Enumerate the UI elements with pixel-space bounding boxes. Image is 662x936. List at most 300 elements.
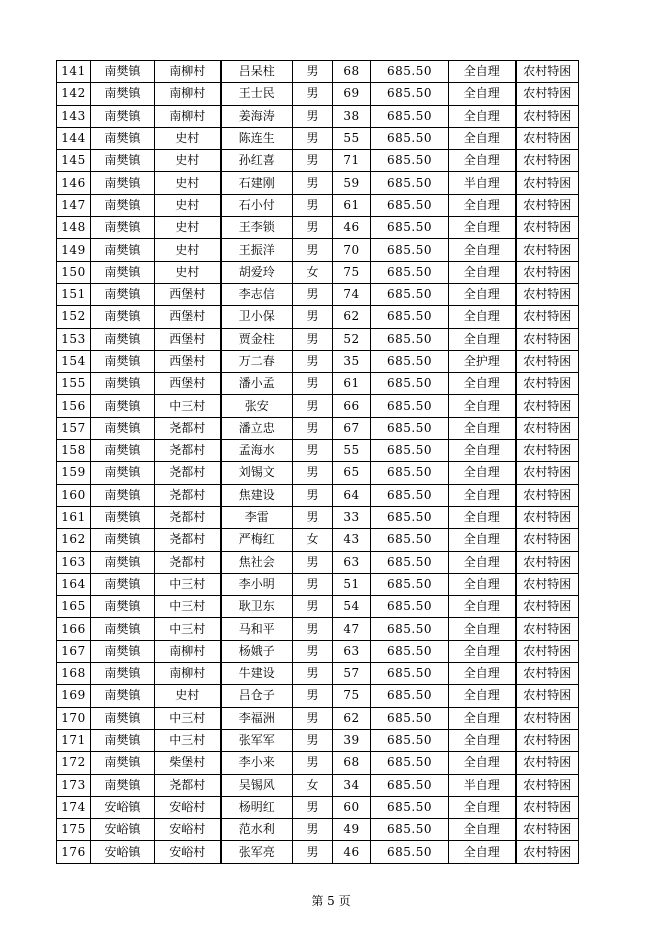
table-row <box>57 261 579 283</box>
cell-row-number: 157 <box>57 417 91 439</box>
cell-amount: 685.50 <box>371 105 449 127</box>
table-row <box>57 618 579 640</box>
cell-row-number: 163 <box>57 551 91 573</box>
table-row <box>57 729 579 751</box>
cell-gender: 男 <box>293 841 333 863</box>
cell-amount: 685.50 <box>371 484 449 506</box>
cell-village: 尧都村 <box>155 484 221 506</box>
cell-gender: 男 <box>293 707 333 729</box>
table-row <box>57 239 579 261</box>
cell-category: 农村特困 <box>516 529 579 551</box>
cell-row-number: 167 <box>57 640 91 662</box>
cell-row-number: 150 <box>57 261 91 283</box>
cell-person-name: 王李锁 <box>221 217 293 239</box>
cell-category: 农村特困 <box>516 484 579 506</box>
cell-age: 35 <box>333 350 371 372</box>
cell-row-number: 141 <box>57 61 91 83</box>
cell-gender: 男 <box>293 596 333 618</box>
cell-age: 68 <box>333 752 371 774</box>
cell-age: 64 <box>333 484 371 506</box>
cell-village: 史村 <box>155 172 221 194</box>
table-row <box>57 663 579 685</box>
cell-age: 55 <box>333 440 371 462</box>
cell-care-level: 全自理 <box>449 729 516 751</box>
cell-care-level: 全自理 <box>449 373 516 395</box>
cell-care-level: 全自理 <box>449 150 516 172</box>
cell-town: 南樊镇 <box>91 261 155 283</box>
cell-category: 农村特困 <box>516 596 579 618</box>
cell-town: 南樊镇 <box>91 306 155 328</box>
table-row <box>57 640 579 662</box>
cell-category: 农村特困 <box>516 685 579 707</box>
cell-row-number: 144 <box>57 127 91 149</box>
cell-care-level: 全自理 <box>449 819 516 841</box>
cell-amount: 685.50 <box>371 261 449 283</box>
cell-town: 南樊镇 <box>91 127 155 149</box>
cell-row-number: 172 <box>57 752 91 774</box>
cell-row-number: 155 <box>57 373 91 395</box>
cell-village: 南柳村 <box>155 640 221 662</box>
cell-category: 农村特困 <box>516 819 579 841</box>
cell-gender: 男 <box>293 127 333 149</box>
cell-town: 南樊镇 <box>91 596 155 618</box>
cell-category: 农村特困 <box>516 729 579 751</box>
cell-category: 农村特困 <box>516 395 579 417</box>
cell-gender: 男 <box>293 551 333 573</box>
cell-town: 南樊镇 <box>91 640 155 662</box>
cell-age: 46 <box>333 841 371 863</box>
cell-town: 南樊镇 <box>91 551 155 573</box>
cell-village: 中三村 <box>155 618 221 640</box>
cell-village: 中三村 <box>155 395 221 417</box>
cell-amount: 685.50 <box>371 573 449 595</box>
cell-gender: 男 <box>293 395 333 417</box>
cell-amount: 685.50 <box>371 707 449 729</box>
cell-gender: 男 <box>293 618 333 640</box>
table-row <box>57 573 579 595</box>
cell-age: 49 <box>333 819 371 841</box>
cell-person-name: 李雷 <box>221 506 293 528</box>
cell-category: 农村特困 <box>516 796 579 818</box>
cell-town: 南樊镇 <box>91 729 155 751</box>
cell-person-name: 陈连生 <box>221 127 293 149</box>
cell-amount: 685.50 <box>371 127 449 149</box>
cell-village: 南柳村 <box>155 663 221 685</box>
cell-person-name: 杨娥子 <box>221 640 293 662</box>
cell-category: 农村特困 <box>516 752 579 774</box>
cell-row-number: 146 <box>57 172 91 194</box>
cell-amount: 685.50 <box>371 194 449 216</box>
cell-amount: 685.50 <box>371 685 449 707</box>
cell-category: 农村特困 <box>516 440 579 462</box>
cell-person-name: 范水利 <box>221 819 293 841</box>
cell-amount: 685.50 <box>371 306 449 328</box>
cell-age: 66 <box>333 395 371 417</box>
cell-category: 农村特困 <box>516 417 579 439</box>
cell-village: 尧都村 <box>155 440 221 462</box>
cell-row-number: 147 <box>57 194 91 216</box>
cell-person-name: 贾金柱 <box>221 328 293 350</box>
cell-amount: 685.50 <box>371 61 449 83</box>
cell-person-name: 王振洋 <box>221 239 293 261</box>
cell-age: 68 <box>333 61 371 83</box>
cell-category: 农村特困 <box>516 506 579 528</box>
cell-age: 74 <box>333 283 371 305</box>
cell-gender: 男 <box>293 663 333 685</box>
cell-amount: 685.50 <box>371 618 449 640</box>
cell-person-name: 潘立忠 <box>221 417 293 439</box>
cell-care-level: 全自理 <box>449 261 516 283</box>
cell-town: 南樊镇 <box>91 529 155 551</box>
cell-care-level: 全自理 <box>449 841 516 863</box>
cell-category: 农村特困 <box>516 373 579 395</box>
cell-category: 农村特困 <box>516 172 579 194</box>
cell-gender: 男 <box>293 105 333 127</box>
cell-person-name: 石小付 <box>221 194 293 216</box>
table-row <box>57 685 579 707</box>
cell-town: 南樊镇 <box>91 150 155 172</box>
cell-village: 尧都村 <box>155 551 221 573</box>
cell-amount: 685.50 <box>371 529 449 551</box>
cell-age: 75 <box>333 261 371 283</box>
cell-amount: 685.50 <box>371 350 449 372</box>
cell-amount: 685.50 <box>371 819 449 841</box>
cell-village: 西堡村 <box>155 350 221 372</box>
cell-care-level: 全自理 <box>449 551 516 573</box>
cell-age: 47 <box>333 618 371 640</box>
cell-gender: 男 <box>293 194 333 216</box>
cell-gender: 男 <box>293 440 333 462</box>
cell-care-level: 全自理 <box>449 573 516 595</box>
cell-category: 农村特困 <box>516 261 579 283</box>
cell-gender: 男 <box>293 283 333 305</box>
cell-gender: 男 <box>293 83 333 105</box>
table-row <box>57 283 579 305</box>
cell-town: 南樊镇 <box>91 663 155 685</box>
cell-age: 52 <box>333 328 371 350</box>
cell-village: 安峪村 <box>155 819 221 841</box>
cell-care-level: 全自理 <box>449 506 516 528</box>
cell-village: 史村 <box>155 194 221 216</box>
cell-care-level: 全自理 <box>449 596 516 618</box>
cell-care-level: 全自理 <box>449 239 516 261</box>
cell-person-name: 姜海涛 <box>221 105 293 127</box>
cell-amount: 685.50 <box>371 150 449 172</box>
cell-category: 农村特困 <box>516 551 579 573</box>
table-row <box>57 707 579 729</box>
cell-gender: 女 <box>293 529 333 551</box>
cell-care-level: 全自理 <box>449 618 516 640</box>
cell-category: 农村特困 <box>516 462 579 484</box>
roster-table <box>56 60 579 864</box>
cell-category: 农村特困 <box>516 640 579 662</box>
cell-row-number: 148 <box>57 217 91 239</box>
cell-row-number: 143 <box>57 105 91 127</box>
cell-village: 西堡村 <box>155 328 221 350</box>
table-row <box>57 395 579 417</box>
table-row <box>57 484 579 506</box>
cell-age: 43 <box>333 529 371 551</box>
cell-amount: 685.50 <box>371 796 449 818</box>
cell-village: 柴堡村 <box>155 752 221 774</box>
cell-care-level: 半自理 <box>449 774 516 796</box>
cell-care-level: 全自理 <box>449 328 516 350</box>
cell-town: 南樊镇 <box>91 618 155 640</box>
cell-care-level: 全自理 <box>449 194 516 216</box>
cell-town: 南樊镇 <box>91 395 155 417</box>
cell-age: 70 <box>333 239 371 261</box>
cell-amount: 685.50 <box>371 551 449 573</box>
cell-gender: 男 <box>293 752 333 774</box>
cell-gender: 男 <box>293 350 333 372</box>
cell-care-level: 全自理 <box>449 217 516 239</box>
table-row <box>57 440 579 462</box>
cell-person-name: 吴锡风 <box>221 774 293 796</box>
cell-category: 农村特困 <box>516 150 579 172</box>
cell-village: 西堡村 <box>155 283 221 305</box>
cell-row-number: 145 <box>57 150 91 172</box>
cell-care-level: 全自理 <box>449 529 516 551</box>
cell-category: 农村特困 <box>516 774 579 796</box>
cell-age: 75 <box>333 685 371 707</box>
cell-age: 46 <box>333 217 371 239</box>
cell-care-level: 全自理 <box>449 127 516 149</box>
cell-age: 63 <box>333 640 371 662</box>
cell-gender: 男 <box>293 150 333 172</box>
cell-care-level: 全自理 <box>449 663 516 685</box>
cell-person-name: 孙红喜 <box>221 150 293 172</box>
table-row <box>57 328 579 350</box>
cell-town: 南樊镇 <box>91 462 155 484</box>
cell-village: 南柳村 <box>155 105 221 127</box>
cell-gender: 男 <box>293 729 333 751</box>
cell-amount: 685.50 <box>371 239 449 261</box>
cell-town: 南樊镇 <box>91 707 155 729</box>
table-row <box>57 105 579 127</box>
cell-village: 中三村 <box>155 707 221 729</box>
cell-amount: 685.50 <box>371 217 449 239</box>
table-row <box>57 819 579 841</box>
cell-care-level: 全自理 <box>449 395 516 417</box>
cell-person-name: 张安 <box>221 395 293 417</box>
cell-row-number: 161 <box>57 506 91 528</box>
cell-village: 史村 <box>155 261 221 283</box>
cell-person-name: 刘锡文 <box>221 462 293 484</box>
cell-age: 67 <box>333 417 371 439</box>
cell-gender: 女 <box>293 774 333 796</box>
cell-town: 南樊镇 <box>91 328 155 350</box>
cell-gender: 男 <box>293 239 333 261</box>
cell-person-name: 张军军 <box>221 729 293 751</box>
cell-row-number: 142 <box>57 83 91 105</box>
cell-person-name: 卫小保 <box>221 306 293 328</box>
cell-person-name: 王士民 <box>221 83 293 105</box>
cell-town: 安峪镇 <box>91 819 155 841</box>
cell-amount: 685.50 <box>371 417 449 439</box>
cell-amount: 685.50 <box>371 774 449 796</box>
cell-age: 55 <box>333 127 371 149</box>
cell-person-name: 石建刚 <box>221 172 293 194</box>
cell-person-name: 孟海水 <box>221 440 293 462</box>
cell-town: 南樊镇 <box>91 61 155 83</box>
cell-town: 南樊镇 <box>91 573 155 595</box>
table-row <box>57 373 579 395</box>
roster-body <box>57 61 579 864</box>
cell-village: 尧都村 <box>155 774 221 796</box>
table-row <box>57 172 579 194</box>
cell-amount: 685.50 <box>371 283 449 305</box>
cell-care-level: 全自理 <box>449 752 516 774</box>
cell-village: 史村 <box>155 127 221 149</box>
cell-town: 南樊镇 <box>91 373 155 395</box>
cell-amount: 685.50 <box>371 506 449 528</box>
cell-gender: 男 <box>293 417 333 439</box>
page-footer: 第 5 页 <box>311 894 351 908</box>
cell-town: 南樊镇 <box>91 239 155 261</box>
table-row <box>57 217 579 239</box>
cell-village: 史村 <box>155 217 221 239</box>
cell-person-name: 潘小孟 <box>221 373 293 395</box>
cell-village: 尧都村 <box>155 506 221 528</box>
cell-category: 农村特困 <box>516 350 579 372</box>
cell-amount: 685.50 <box>371 596 449 618</box>
cell-town: 南樊镇 <box>91 685 155 707</box>
cell-row-number: 174 <box>57 796 91 818</box>
cell-care-level: 全自理 <box>449 484 516 506</box>
cell-town: 南樊镇 <box>91 194 155 216</box>
cell-village: 尧都村 <box>155 529 221 551</box>
cell-town: 南樊镇 <box>91 172 155 194</box>
cell-age: 61 <box>333 194 371 216</box>
cell-care-level: 全自理 <box>449 306 516 328</box>
cell-town: 南樊镇 <box>91 83 155 105</box>
cell-town: 安峪镇 <box>91 841 155 863</box>
cell-amount: 685.50 <box>371 328 449 350</box>
cell-age: 57 <box>333 663 371 685</box>
cell-amount: 685.50 <box>371 83 449 105</box>
cell-row-number: 162 <box>57 529 91 551</box>
cell-village: 西堡村 <box>155 306 221 328</box>
cell-category: 农村特困 <box>516 194 579 216</box>
cell-row-number: 169 <box>57 685 91 707</box>
cell-gender: 男 <box>293 328 333 350</box>
cell-amount: 685.50 <box>371 729 449 751</box>
cell-care-level: 半自理 <box>449 172 516 194</box>
cell-gender: 男 <box>293 306 333 328</box>
cell-village: 史村 <box>155 239 221 261</box>
table-row <box>57 306 579 328</box>
cell-row-number: 160 <box>57 484 91 506</box>
cell-care-level: 全护理 <box>449 350 516 372</box>
table-row <box>57 506 579 528</box>
cell-row-number: 149 <box>57 239 91 261</box>
cell-person-name: 严梅红 <box>221 529 293 551</box>
table-row <box>57 774 579 796</box>
cell-village: 史村 <box>155 150 221 172</box>
table-row <box>57 61 579 83</box>
cell-care-level: 全自理 <box>449 796 516 818</box>
cell-person-name: 吕呆柱 <box>221 61 293 83</box>
cell-care-level: 全自理 <box>449 105 516 127</box>
cell-town: 南樊镇 <box>91 440 155 462</box>
cell-age: 62 <box>333 707 371 729</box>
cell-row-number: 176 <box>57 841 91 863</box>
cell-row-number: 173 <box>57 774 91 796</box>
cell-amount: 685.50 <box>371 440 449 462</box>
cell-town: 南樊镇 <box>91 105 155 127</box>
cell-person-name: 李福洲 <box>221 707 293 729</box>
cell-age: 54 <box>333 596 371 618</box>
table-row <box>57 752 579 774</box>
cell-gender: 男 <box>293 217 333 239</box>
cell-category: 农村特困 <box>516 283 579 305</box>
cell-gender: 男 <box>293 796 333 818</box>
cell-village: 安峪村 <box>155 841 221 863</box>
cell-age: 51 <box>333 573 371 595</box>
cell-person-name: 马和平 <box>221 618 293 640</box>
cell-row-number: 170 <box>57 707 91 729</box>
cell-person-name: 胡爱玲 <box>221 261 293 283</box>
cell-care-level: 全自理 <box>449 283 516 305</box>
cell-care-level: 全自理 <box>449 61 516 83</box>
cell-care-level: 全自理 <box>449 462 516 484</box>
cell-care-level: 全自理 <box>449 707 516 729</box>
cell-town: 南樊镇 <box>91 484 155 506</box>
table-row <box>57 529 579 551</box>
table-row <box>57 462 579 484</box>
cell-town: 南樊镇 <box>91 283 155 305</box>
cell-row-number: 154 <box>57 350 91 372</box>
cell-gender: 男 <box>293 506 333 528</box>
cell-amount: 685.50 <box>371 640 449 662</box>
cell-care-level: 全自理 <box>449 417 516 439</box>
cell-category: 农村特困 <box>516 239 579 261</box>
cell-care-level: 全自理 <box>449 440 516 462</box>
table-row <box>57 841 579 863</box>
cell-village: 中三村 <box>155 573 221 595</box>
cell-care-level: 全自理 <box>449 640 516 662</box>
cell-category: 农村特困 <box>516 83 579 105</box>
table-row <box>57 796 579 818</box>
cell-village: 中三村 <box>155 596 221 618</box>
cell-amount: 685.50 <box>371 663 449 685</box>
cell-amount: 685.50 <box>371 395 449 417</box>
cell-category: 农村特困 <box>516 306 579 328</box>
cell-category: 农村特困 <box>516 328 579 350</box>
cell-age: 39 <box>333 729 371 751</box>
table-row <box>57 417 579 439</box>
table-row <box>57 127 579 149</box>
cell-village: 尧都村 <box>155 462 221 484</box>
cell-row-number: 153 <box>57 328 91 350</box>
cell-amount: 685.50 <box>371 841 449 863</box>
cell-person-name: 张军亮 <box>221 841 293 863</box>
cell-village: 安峪村 <box>155 796 221 818</box>
cell-row-number: 175 <box>57 819 91 841</box>
cell-category: 农村特困 <box>516 105 579 127</box>
cell-row-number: 156 <box>57 395 91 417</box>
cell-age: 59 <box>333 172 371 194</box>
cell-person-name: 万二春 <box>221 350 293 372</box>
cell-gender: 男 <box>293 819 333 841</box>
cell-category: 农村特困 <box>516 217 579 239</box>
cell-person-name: 牛建设 <box>221 663 293 685</box>
cell-town: 南樊镇 <box>91 506 155 528</box>
cell-town: 南樊镇 <box>91 417 155 439</box>
cell-age: 71 <box>333 150 371 172</box>
table-row <box>57 150 579 172</box>
cell-gender: 女 <box>293 261 333 283</box>
